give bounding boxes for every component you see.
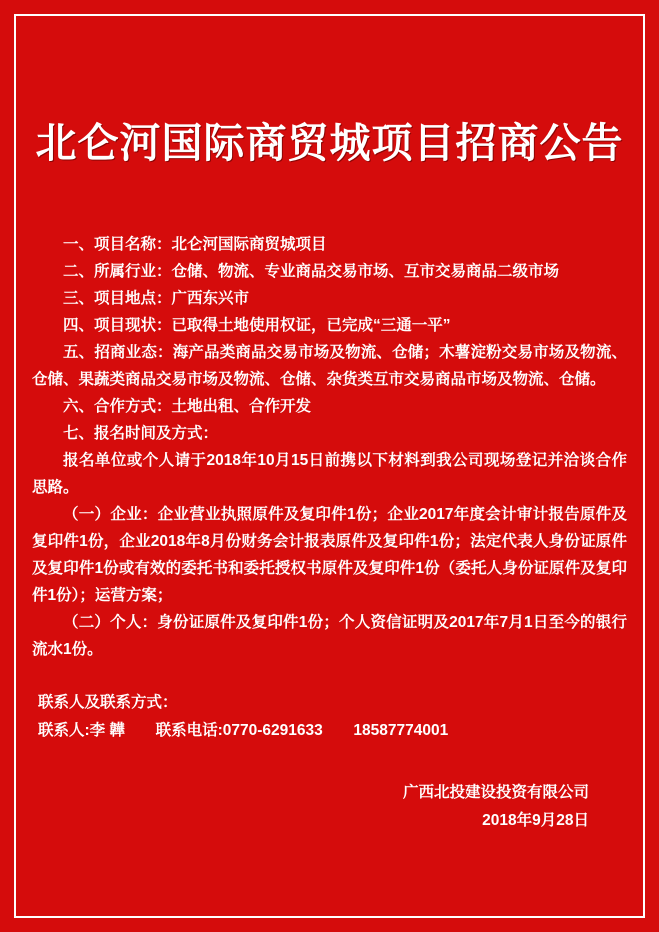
page-title: 北仑河国际商贸城项目招商公告 [35, 120, 624, 166]
contact-person: 联系人:李 韡 [38, 722, 125, 739]
signature-block [32, 779, 627, 835]
contact-heading: 联系人及联系方式： [38, 694, 178, 711]
paragraph-individual-materials: （二）个人：身份证原件及复印件1份；个人资信证明及2017年7月1日至今的银行流水1份。 [32, 614, 627, 658]
contact-phone: 联系电话:0770-6291633 [155, 722, 323, 739]
paragraph-location: 三、项目地点：广西东兴市 [63, 290, 250, 307]
contact-details [32, 717, 627, 745]
paragraph-industry: 二、所属行业：仓储、物流、专业商品交易市场、互市交易商品二级市场 [63, 263, 560, 280]
paragraph-enterprise-materials: （一）企业：企业营业执照原件及复印件1份；企业2017年度会计审计报告原件及复印件1份，企业2018年8月份财务会计报表原件及复印件1份；法定代表人身份证原件及复印件1份或有效的委托书和委托授权书原件及复印件1份（委托人身份证原件及复印件1份）；运营方案； [32, 506, 627, 604]
paragraph-project-name: 一、项目名称：北仑河国际商贸城项目 [63, 236, 327, 253]
paragraph-cooperation: 六、合作方式：土地出租、合作开发 [63, 398, 312, 415]
paragraph-business-types: 五、招商业态：海产品类商品交易市场及物流、仓储；木薯淀粉交易市场及物流、仓储、果蔬类商品交易市场及物流、仓储、杂货类互市交易商品市场及物流、仓储。 [32, 344, 627, 388]
paragraph-application-detail: 报名单位或个人请于2018年10月15日前携以下材料到我公司现场登记并洽谈合作思路。 [32, 452, 627, 496]
contact-section [32, 689, 627, 745]
paragraph-application-heading: 七、报名时间及方式： [63, 425, 219, 442]
contact-mobile: 18587774001 [353, 722, 449, 739]
paragraph-status: 四、项目现状：已取得土地使用权证，已完成“三通一平” [63, 317, 451, 334]
signature-date: 2018年9月28日 [482, 812, 589, 829]
signature-company: 广西北投建设投资有限公司 [402, 784, 589, 801]
poster-content [32, 32, 627, 900]
announcement-body [32, 231, 627, 663]
